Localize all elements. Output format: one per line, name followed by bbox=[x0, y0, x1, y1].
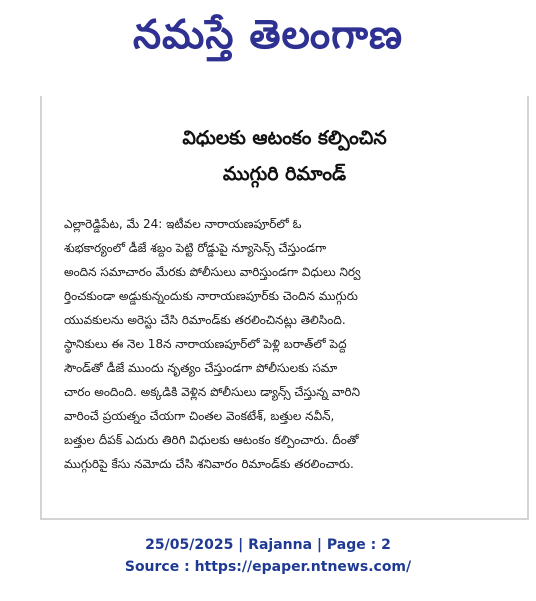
article-body bbox=[64, 212, 504, 476]
headline-line-1: విధులకు ఆటంకం కల్పించిన bbox=[182, 127, 387, 149]
newspaper-logo-title: నమస్తే తెలంగాణ bbox=[132, 12, 404, 58]
source-footer bbox=[0, 534, 536, 578]
edition-info: 25/05/2025 | Rajanna | Page : 2 bbox=[145, 537, 391, 553]
body-line: అందిన సమాచారం మేరకు పోలీసులు వారిస్తుండగా విధులు నిర్వ bbox=[64, 265, 361, 279]
source-link[interactable]: Source : https://epaper.ntnews.com/ bbox=[124, 559, 412, 575]
masthead bbox=[0, 0, 536, 80]
body-line: యువకులను అరెస్టు చేసి రిమాండ్‌కు తరలించినట్లు తెలిసింది. bbox=[64, 313, 346, 327]
body-line: ఎల్లారెడ్డిపేట, మే 24: ఇటీవల నారాయణపూర్‌లో ఓ bbox=[64, 217, 302, 231]
article-headline bbox=[42, 120, 527, 192]
body-line: వారించే ప్రయత్నం చేయగా చింతల వెంకటేశ్, బత్తుల నవీన్, bbox=[64, 409, 335, 423]
body-line: చారం అందింది. అక్కడికి వెళ్లిన పోలీసులు డ్యాన్స్ చేస్తున్న వారిని bbox=[64, 385, 361, 399]
headline-line-2: ముగ్గురి రిమాండ్ bbox=[222, 163, 347, 185]
news-clipping bbox=[40, 96, 529, 520]
body-line: ముగ్గురిపై కేసు నమోదు చేసి శనివారం రిమాండ్‌కు తరలించారు. bbox=[64, 457, 354, 471]
body-line: బత్తుల దీపక్ ఎదురు తిరిగి విధులకు ఆటంకం కల్పించారు. దీంతో bbox=[64, 433, 359, 447]
body-line: శుభకార్యంలో డీజే శబ్దం పెట్టి రోడ్డుపై న్యూసెన్స్ చేస్తుండగా bbox=[64, 241, 327, 255]
body-line: సౌండ్‌తో డీజే ముందు నృత్యం చేస్తుండగా పోలీసులకు సమా bbox=[64, 361, 338, 375]
body-line: ర్తించకుండా అడ్డుకున్నందుకు నారాయణపూర్‌కు చెందిన ముగ్గురు bbox=[64, 289, 358, 303]
body-line: స్థానికులు ఈ నెల 18న నారాయణపూర్‌లో పెళ్లి బరాత్‌లో పెద్ద bbox=[64, 337, 347, 351]
